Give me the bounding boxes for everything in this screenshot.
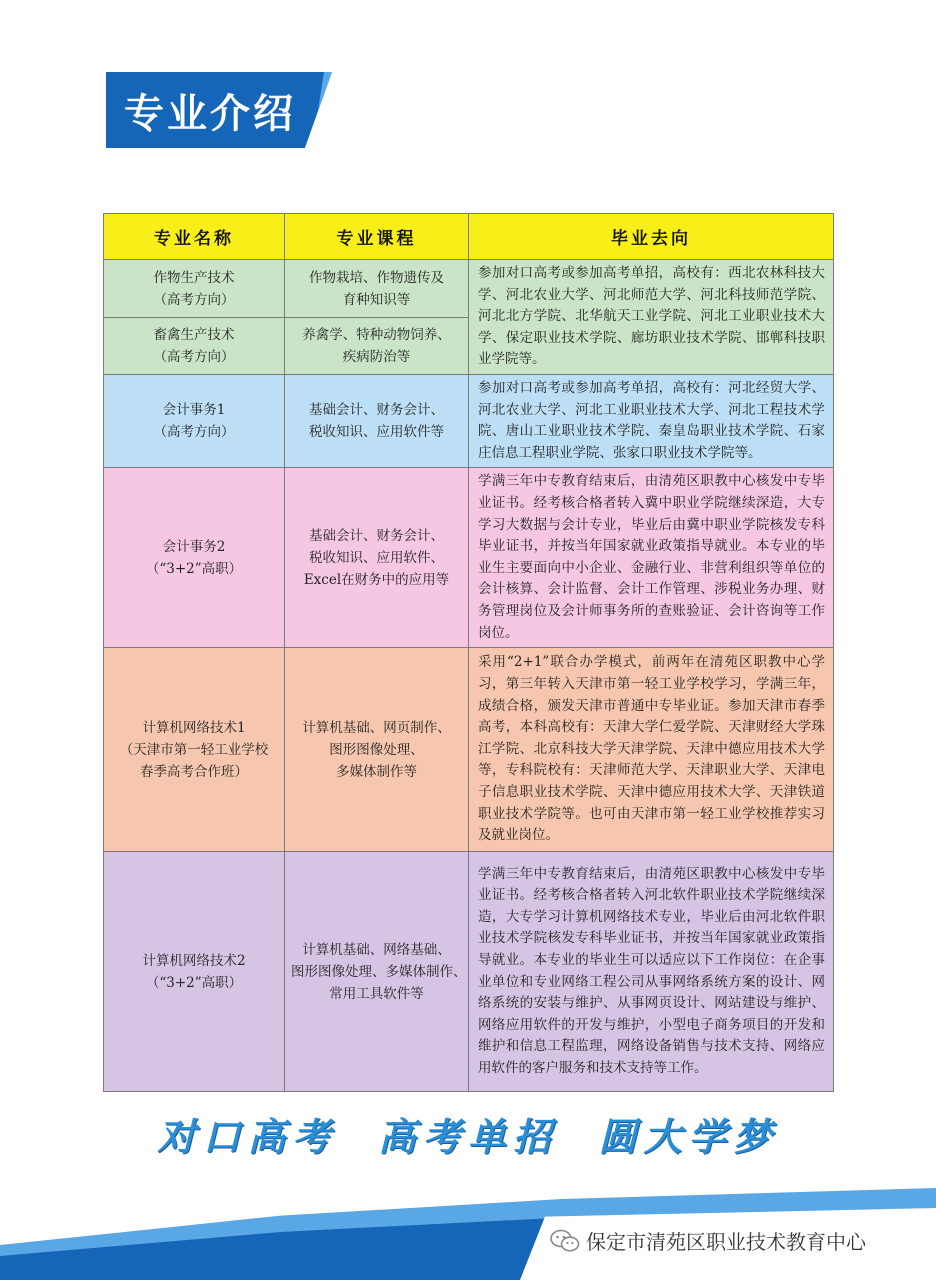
column-header-courses: 专业课程 xyxy=(285,214,469,260)
page-title: 专业介绍 xyxy=(124,91,296,137)
course-line: 常用工具软件等 xyxy=(329,985,424,1002)
course-line: 计算机基础、网络基础、 xyxy=(302,941,451,958)
destination-cell: 采用“2+1”联合办学模式，前两年在清苑区职教中心学习，第三年转入天津市第一轻工业学校学习，学满三年，成绩合格，颁发天津市普通中专毕业证。参加天津市春季高考，本科高校有：天津大学仁爱学院、天津财经大学珠江学院、北京科技大学天津学院、天津中德应用技术大学等，专科院校有：天津师范大学、天津职业大学、天津电子信息职业技术学院、天津中德应用技术大学、天津铁道职业技术学院等。也可由天津市第一轻工业学校推荐实习及就业岗位。 xyxy=(469,648,834,852)
major-name-cell xyxy=(104,468,285,648)
major-direction: （高考方向） xyxy=(153,291,235,308)
courses-cell xyxy=(285,648,469,852)
courses-cell xyxy=(285,468,469,648)
major-direction: （“3+2”高职） xyxy=(145,560,243,577)
destination-cell: 学满三年中专教育结束后，由清苑区职教中心核发中专毕业证书。经考核合格者转入冀中职业学院继续深造，大专学习大数据与会计专业，毕业后由冀中职业学院核发专科毕业证书，并按当年国家就业政策指导就业。本专业的毕业生主要面向中小企业、金融行业、非营利组织等单位的会计核算、会计监督、会计工作管理、涉税业务办理、财务管理岗位及会计师事务所的查账验证、会计咨询等工作岗位。 xyxy=(469,468,834,648)
major-name-cell xyxy=(104,852,285,1092)
course-line: 作物栽培、作物遗传及 xyxy=(309,269,444,286)
major-direction: （高考方向） xyxy=(153,424,235,441)
major-name: 作物生产技术 xyxy=(153,269,235,286)
major-name-cell xyxy=(104,318,285,375)
major-direction: （高考方向） xyxy=(153,349,235,365)
major-direction: （“3+2”高职） xyxy=(145,974,243,991)
course-line: Excel在财务中的应用等 xyxy=(303,571,450,588)
table-row xyxy=(104,648,834,852)
major-name-cell xyxy=(104,260,285,318)
destination-cell: 参加对口高考或参加高考单招，高校有：河北经贸大学、河北农业大学、河北工业职业技术大学、河北工程技术学院、唐山工业职业技术学院、秦皇岛职业技术学院、石家庄信息工程职业学院、张家口职业技术学院等。 xyxy=(469,375,834,468)
table-row xyxy=(104,468,834,648)
courses-cell xyxy=(285,375,469,468)
column-header-destination: 毕业去向 xyxy=(469,214,834,260)
major-name: 畜禽生产技术 xyxy=(153,327,235,343)
course-line: 多媒体制作等 xyxy=(336,763,417,780)
course-line: 图形图像处理、 xyxy=(329,741,424,758)
major-direction: 春季高考合作班） xyxy=(140,763,248,780)
destination-cell: 学满三年中专教育结束后，由清苑区职教中心核发中专毕业证书。经考核合格者转入河北软件职业技术学院继续深造，大专学习计算机网络技术专业，毕业后由河北软件职业技术学院核发专科毕业证书，并按当年国家就业政策指导就业。本专业的毕业生可以适应以下工作岗位：在企事业单位和专业网络工程公司从事网络系统方案的设计、网络系统的安装与维护、从事网页设计、网站建设与维护、网络应用软件的开发与维护，小型电子商务项目的开发和维护和信息工程监理，网络设备销售与技术支持、网络应用软件的客户服务和技术支持等工作。 xyxy=(469,852,834,1092)
course-line: 图形图像处理、多媒体制作、 xyxy=(291,963,467,980)
slogan: 对口高考 高考单招 圆大学梦 xyxy=(157,1114,779,1159)
course-line: 疾病防治等 xyxy=(342,349,411,365)
major-name: 计算机网络技术2 xyxy=(142,952,246,969)
course-line: 税收知识、应用软件等 xyxy=(309,424,444,441)
table-row xyxy=(104,260,834,318)
course-line: 养禽学、特种动物饲养、 xyxy=(302,327,451,343)
table-row xyxy=(104,852,834,1092)
courses-cell xyxy=(285,852,469,1092)
column-header-major-name: 专业名称 xyxy=(104,214,285,260)
footer-credit-text: 保定市清苑区职业技术教育中心 xyxy=(586,1230,866,1254)
major-name: 计算机网络技术1 xyxy=(142,719,246,736)
course-line: 育种知识等 xyxy=(342,291,411,308)
major-name: 会计事务1 xyxy=(162,402,226,419)
footer-credit[interactable] xyxy=(550,1226,866,1255)
course-line: 计算机基础、网页制作、 xyxy=(302,719,451,736)
course-line: 基础会计、财务会计、 xyxy=(309,402,444,419)
major-name-cell xyxy=(104,648,285,852)
destination-cell: 参加对口高考或参加高考单招，高校有：西北农林科技大学、河北农业大学、河北师范大学、河北科技师范学院、河北北方学院、北华航天工业学院、河北工业职业技术大学、保定职业技术学院、廊坊职业技术学院、邯郸科技职业学院等。 xyxy=(469,260,834,375)
course-line: 税收知识、应用软件、 xyxy=(309,549,444,566)
courses-cell xyxy=(285,260,469,318)
courses-cell xyxy=(285,318,469,375)
major-direction: （天津市第一轻工业学校 xyxy=(119,741,269,758)
table-header-row xyxy=(104,214,834,260)
major-name: 会计事务2 xyxy=(162,538,226,555)
table-row xyxy=(104,375,834,468)
course-line: 基础会计、财务会计、 xyxy=(309,527,444,544)
major-name-cell xyxy=(104,375,285,468)
wechat-icon xyxy=(550,1229,580,1253)
majors-table xyxy=(103,213,834,1092)
